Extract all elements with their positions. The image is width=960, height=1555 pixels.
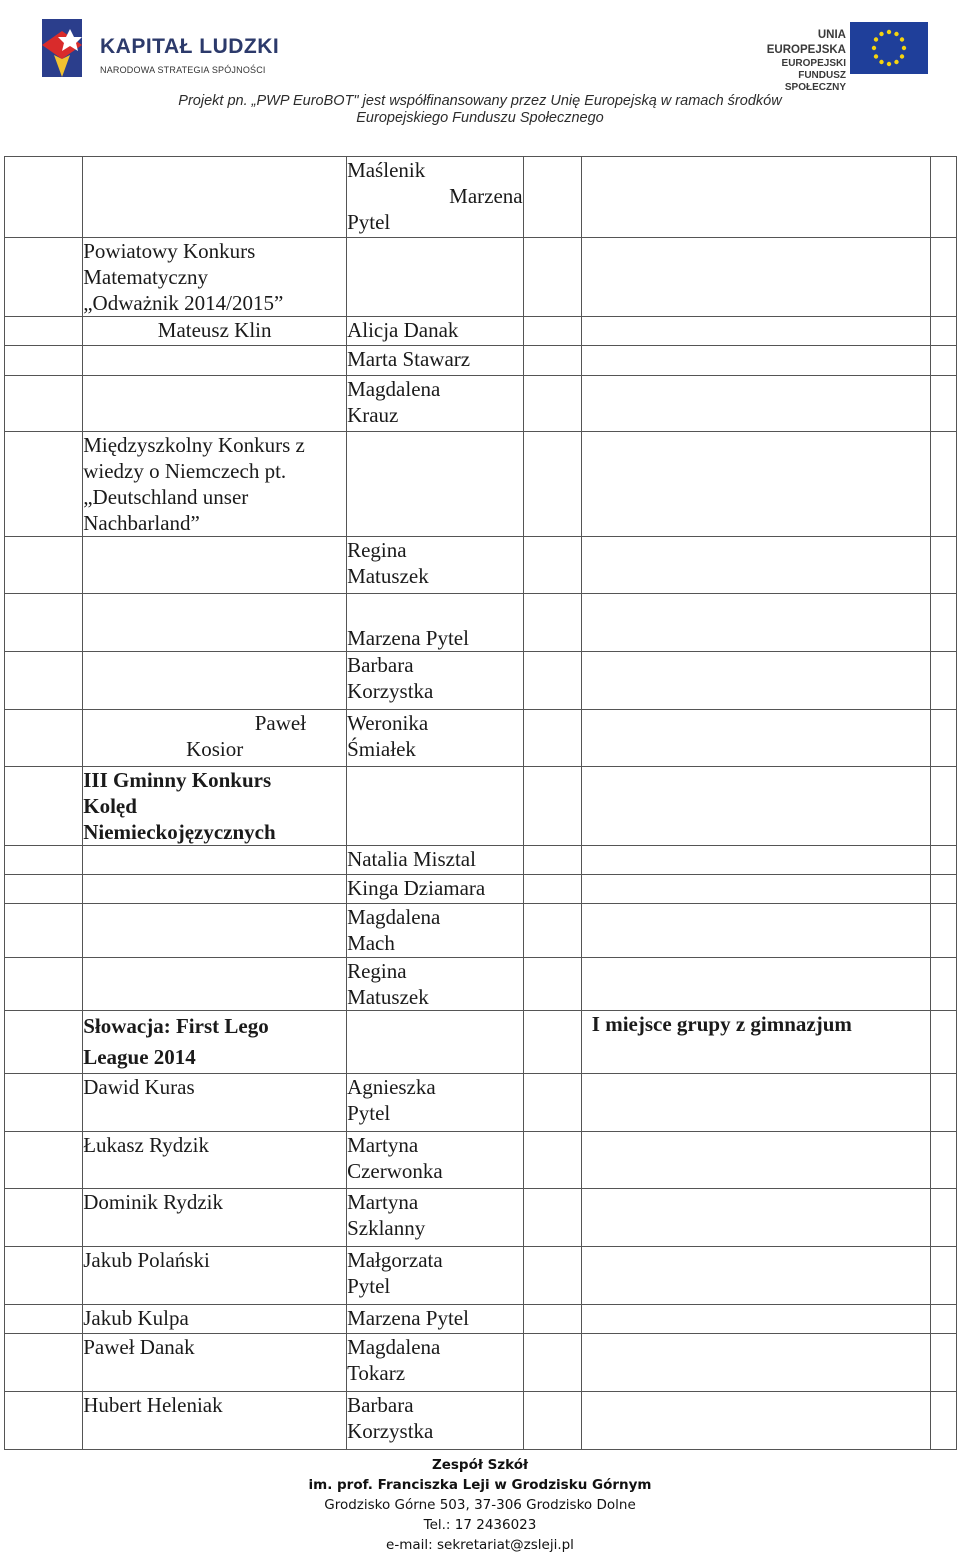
project-note-line2: Europejskiego Funduszu Społecznego [356,110,604,126]
teacher-name: Magdalena [347,905,441,929]
contest-name: Powiatowy Konkurs [83,239,256,263]
project-note [0,93,960,127]
student-cell: Dawid Kuras [83,1074,347,1132]
page-footer [0,1455,960,1555]
student-cell: Dominik Rydzik [83,1189,347,1247]
table-row [5,767,957,846]
kl-subtitle: NARODOWA STRATEGIA SPÓJNOŚCI [100,65,266,75]
teacher-cell [347,1392,524,1450]
footer-school-name: Zespół Szkół [431,1457,529,1473]
teacher-name: Pytel [347,1274,391,1298]
teacher-name: Korzystka [347,1419,434,1443]
contest-name: „Odważnik 2014/2015” [83,291,284,315]
table-row [5,1247,957,1305]
contest-cell [83,767,347,846]
teacher-cell: Marzena Pytel [347,1305,524,1334]
table-row [5,652,957,710]
ue-line3: FUNDUSZ SPOŁECZNY [784,70,846,93]
teacher-name: Martyna [347,1133,419,1157]
contest-cell [83,238,347,317]
teacher-cell [347,537,524,594]
table-row [5,904,957,958]
contest-name: Słowacja: First Lego [83,1014,269,1038]
contest-name: Niemieckojęzycznych [83,820,276,844]
teacher-cell [347,652,524,710]
teacher-name: Barbara [347,653,414,677]
teacher-name: Marzena Pytel [347,626,469,650]
teacher-name: Weronika [347,711,429,735]
contest-name: League 2014 [83,1045,196,1069]
teacher-name: Małgorzata [347,1248,443,1272]
student-cell: Jakub Kulpa [83,1305,347,1334]
student-name: Paweł [254,711,307,735]
teacher-name: Magdalena [347,377,441,401]
teacher-cell [347,1334,524,1392]
teacher-cell [347,710,524,767]
teacher-name: Magdalena [347,1335,441,1359]
table-row [5,1334,957,1392]
table-row [5,157,957,238]
ue-line1: UNIA EUROPEJSKA [766,29,846,56]
table-row [5,1305,957,1334]
student-cell: Paweł Danak [83,1334,347,1392]
teacher-name: Regina [347,959,407,983]
teacher-cell [347,958,524,1011]
table-row [5,376,957,432]
student-cell: Łukasz Rydzik [83,1132,347,1189]
teacher-cell: Natalia Misztal [347,846,524,875]
contest-name: „Deutschland unser [83,485,249,509]
teacher-name: Pytel [347,210,391,234]
table-row [5,1011,957,1074]
ue-text [738,28,846,94]
table-row [5,537,957,594]
teacher-name: Pytel [347,1101,391,1125]
footer-email: e-mail: sekretariat@zsleji.pl [386,1537,574,1553]
contest-name: wiedzy o Niemczech pt. [83,459,287,483]
table-row [5,432,957,537]
teacher-cell [347,1132,524,1189]
table-row [5,958,957,1011]
teacher-name: Korzystka [347,679,434,703]
contest-cell [83,1011,347,1074]
teacher-name: Szklanny [347,1216,426,1240]
contest-name: Nachbarland” [83,511,200,535]
footer-address: Grodzisko Górne 503, 37-306 Grodzisko Dolne [324,1497,636,1513]
teacher-cell [347,1074,524,1132]
table-row [5,1074,957,1132]
student-cell: Mateusz Klin [83,317,347,346]
teacher-name: Mach [347,931,395,955]
page-header [0,0,960,150]
student-cell [83,710,347,767]
footer-school-patron: im. prof. Franciszka Leji w Grodzisku Górnym [308,1477,652,1493]
teacher-cell [347,376,524,432]
teacher-name: Agnieszka [347,1075,436,1099]
teacher-cell [347,594,524,652]
table-row [5,1392,957,1450]
student-name: Kosior [186,737,244,761]
table-row [5,1132,957,1189]
teacher-cell [347,157,524,238]
teacher-cell [347,1189,524,1247]
teacher-cell: Kinga Dziamara [347,875,524,904]
teacher-name: Krauz [347,403,399,427]
table-row [5,875,957,904]
student-cell: Hubert Heleniak [83,1392,347,1450]
teacher-name: Regina [347,538,407,562]
table-row [5,238,957,317]
table-row [5,594,957,652]
teacher-name: Barbara [347,1393,414,1417]
competition-table [4,156,957,1450]
teacher-name: Tokarz [347,1361,406,1385]
teacher-cell [347,904,524,958]
teacher-name: Śmiałek [347,737,416,761]
ue-line2: EUROPEJSKI [781,58,846,69]
teacher-cell: Marta Stawarz [347,346,524,376]
result-cell: I miejsce grupy z gimnazjum [581,1011,930,1074]
table-row [5,346,957,376]
contest-name: Kolęd [83,794,137,818]
contest-name: Międzyszkolny Konkurs z [83,433,305,457]
table-row [5,710,957,767]
footer-phone: Tel.: 17 2436023 [423,1517,537,1533]
teacher-name: Marzena [449,184,523,208]
student-cell: Jakub Polański [83,1247,347,1305]
contest-name: III Gminny Konkurs [83,768,272,792]
teacher-name: Matuszek [347,564,429,588]
eu-flag-icon [850,22,928,74]
kapital-ludzki-emblem-icon [40,15,92,85]
teacher-name: Matuszek [347,985,429,1009]
table-row [5,1189,957,1247]
kl-title: KAPITAŁ LUDZKI [100,35,280,58]
kapital-ludzki-logo [40,15,280,90]
contest-cell [83,432,347,537]
teacher-cell [347,1247,524,1305]
teacher-name: Maślenik [347,158,426,182]
contest-name: Matematyczny [83,265,209,289]
project-note-line1: Projekt pn. „PWP EuroBOT" jest współfinansowany przez Unię Europejską w ramach środków [178,93,782,109]
teacher-cell: Alicja Danak [347,317,524,346]
teacher-name: Czerwonka [347,1159,443,1183]
table-row [5,317,957,346]
table-row [5,846,957,875]
teacher-name: Martyna [347,1190,419,1214]
